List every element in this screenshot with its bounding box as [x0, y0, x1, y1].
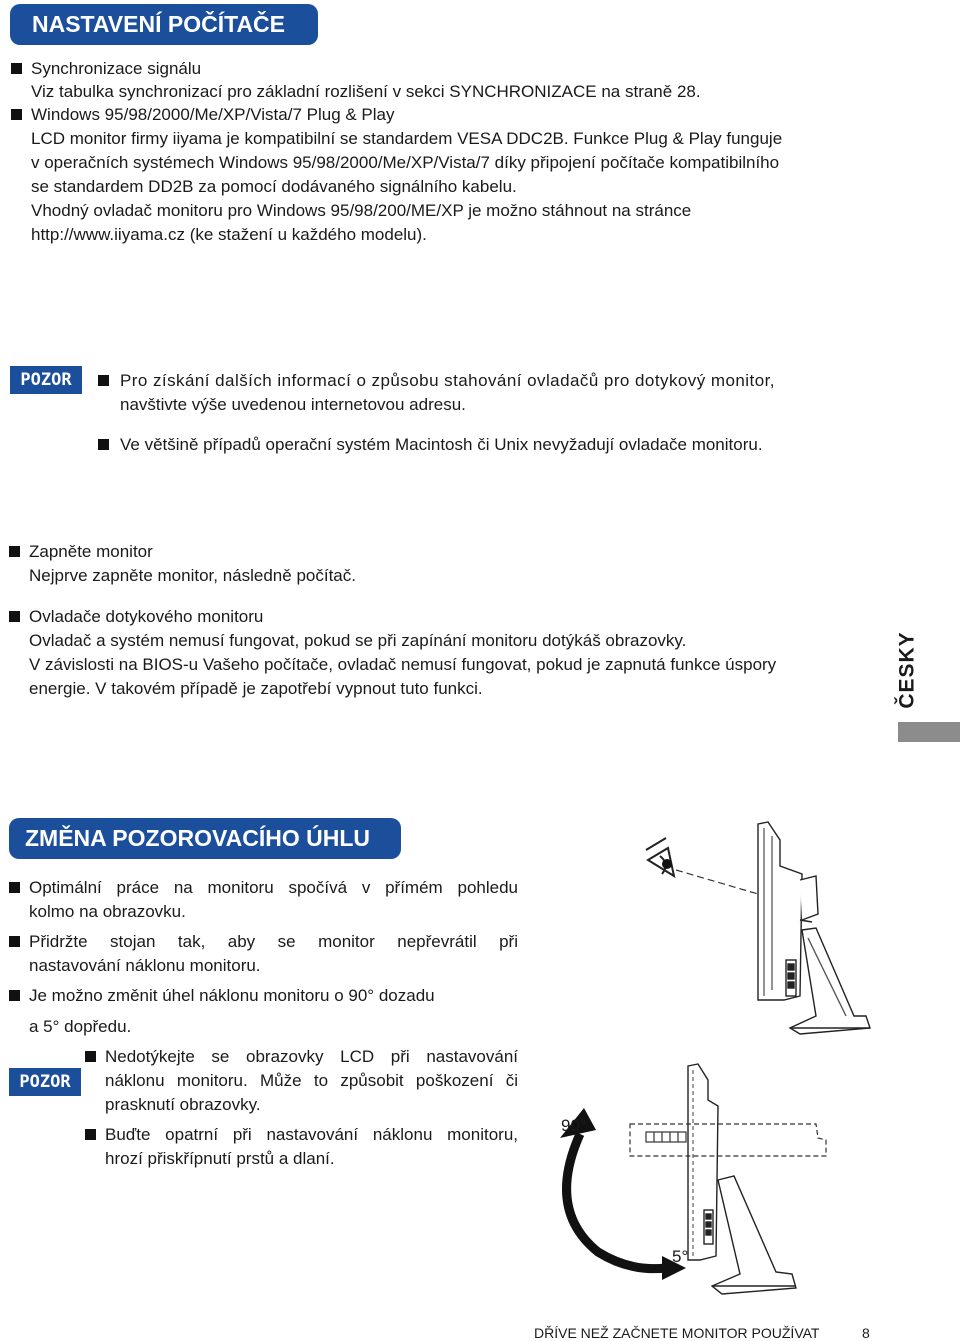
bullet-icon [9, 611, 20, 622]
bullet-icon [11, 109, 22, 120]
bullet-icon [98, 439, 109, 450]
note-text-drivers-1: Pro získání dalších informací o způsobu stahování ovladačů pro dotykový monitor, [120, 371, 775, 390]
note-text-drivers-2: navštivte výše uvedenou internetovou adresu. [120, 395, 466, 414]
item-text-plugplay-4: Vhodný ovladač monitoru pro Windows 95/98/200/ME/XP je možno stáhnout na stránce [31, 201, 692, 220]
item-title-touch-drivers: Ovladače dotykového monitoru [29, 607, 264, 626]
note-text-touch-screen-2: náklonu monitoru. Může to způsobit poškození či [105, 1071, 518, 1090]
bullet-icon [85, 1129, 96, 1140]
language-tab [890, 620, 926, 720]
note-text-pinch-2: hrozí přiskřípnutí prstů a dlaní. [105, 1149, 335, 1168]
pozor-badge [9, 1068, 81, 1096]
item-text-plugplay-5: http://www.iiyama.cz (ke stažení u každého modelu). [31, 225, 427, 244]
item-text-tilt-2: a 5° dopředu. [29, 1017, 132, 1036]
item-text-optimal-2: kolmo na obrazovku. [29, 902, 186, 921]
pozor-badge [10, 366, 82, 394]
item-text-stand-1: Přidržte stojan tak, aby se monitor nepřevrátil při [29, 932, 518, 951]
item-title-plugplay: Windows 95/98/2000/Me/XP/Vista/7 Plug & Play [31, 105, 395, 124]
section-title-viewing-angle [9, 818, 401, 859]
viewing-angle-illustration [640, 820, 880, 1040]
section-title-pc-setup [10, 4, 318, 45]
item-text-plugplay-2: v operačních systémech Windows 95/98/2000/Me/XP/Vista/7 díky připojení počítače kompatibilního [31, 153, 780, 172]
language-tab-marker [898, 722, 960, 742]
note-text-touch-screen-3: prasknutí obrazovky. [105, 1095, 261, 1114]
monitor-tilted [630, 1124, 826, 1156]
item-text-tilt-1: Je možno změnit úhel náklonu monitoru o 90° dozadu [29, 986, 435, 1005]
tilt-range-illustration [540, 1060, 900, 1300]
bullet-icon [11, 63, 22, 74]
section-title-text: NASTAVENÍ POČÍTAČE [32, 11, 286, 37]
item-text-plugplay-1: LCD monitor firmy iiyama je kompatibilní se standardem VESA DDC2B. Funkce Plug & Play funguje [31, 129, 783, 148]
item-text-touch-drivers-1: Ovladač a systém nemusí fungovat, pokud se při zapínání monitoru dotýkáš obrazovky. [29, 631, 687, 650]
eye-icon [646, 838, 674, 876]
page-number: 8 [862, 1325, 870, 1341]
item-text-touch-drivers-2: V závislosti na BIOS-u Vašeho počítače, ovladač nemusí fungovat, pokud je zapnutá funkce úspory [29, 655, 777, 674]
angle-back-label: 90° [561, 1116, 587, 1135]
bullet-icon [9, 546, 20, 557]
section-title-text: ZMĚNA POZOROVACÍHO ÚHLU [25, 825, 370, 851]
angle-forward-label: 5° [672, 1247, 689, 1266]
bullet-icon [9, 990, 20, 1001]
item-title-power-on: Zapněte monitor [29, 542, 153, 561]
bullet-icon [9, 882, 20, 893]
stand [712, 1176, 796, 1294]
item-text-plugplay-3: se standardem DD2B za pomocí dodávaného signálního kabelu. [31, 177, 517, 196]
bullet-icon [9, 936, 20, 947]
language-tab-label: ČESKY [896, 631, 920, 709]
item-title-sync: Synchronizace signálu [31, 59, 202, 78]
pozor-label: POZOR [20, 370, 72, 390]
item-text-power-on: Nejprve zapněte monitor, následně počítač. [29, 566, 356, 585]
note-text-touch-screen-1: Nedotýkejte se obrazovky LCD při nastavování [105, 1047, 518, 1066]
item-text-stand-2: nastavování náklonu monitoru. [29, 956, 261, 975]
footer-chapter: DŘÍVE NEŽ ZAČNETE MONITOR POUŽÍVAT [534, 1325, 820, 1341]
monitor-upright [688, 1064, 718, 1260]
bullet-icon [98, 375, 109, 386]
stand [790, 928, 870, 1034]
item-text-touch-drivers-3: energie. V takovém případě je zapotřebí vypnout tuto funkci. [29, 679, 483, 698]
note-text-pinch-1: Buďte opatrní při nastavování náklonu monitoru, [105, 1125, 518, 1144]
pozor-label: POZOR [19, 1072, 71, 1092]
note-text-macunix: Ve většině případů operační systém Macintosh či Unix nevyžadují ovladače monitoru. [120, 435, 763, 454]
bullet-icon [85, 1051, 96, 1062]
item-text-sync: Viz tabulka synchronizací pro základní rozlišení v sekci SYNCHRONIZACE na straně 28. [31, 82, 701, 101]
item-text-optimal-1: Optimální práce na monitoru spočívá v přímém pohledu [29, 878, 518, 897]
